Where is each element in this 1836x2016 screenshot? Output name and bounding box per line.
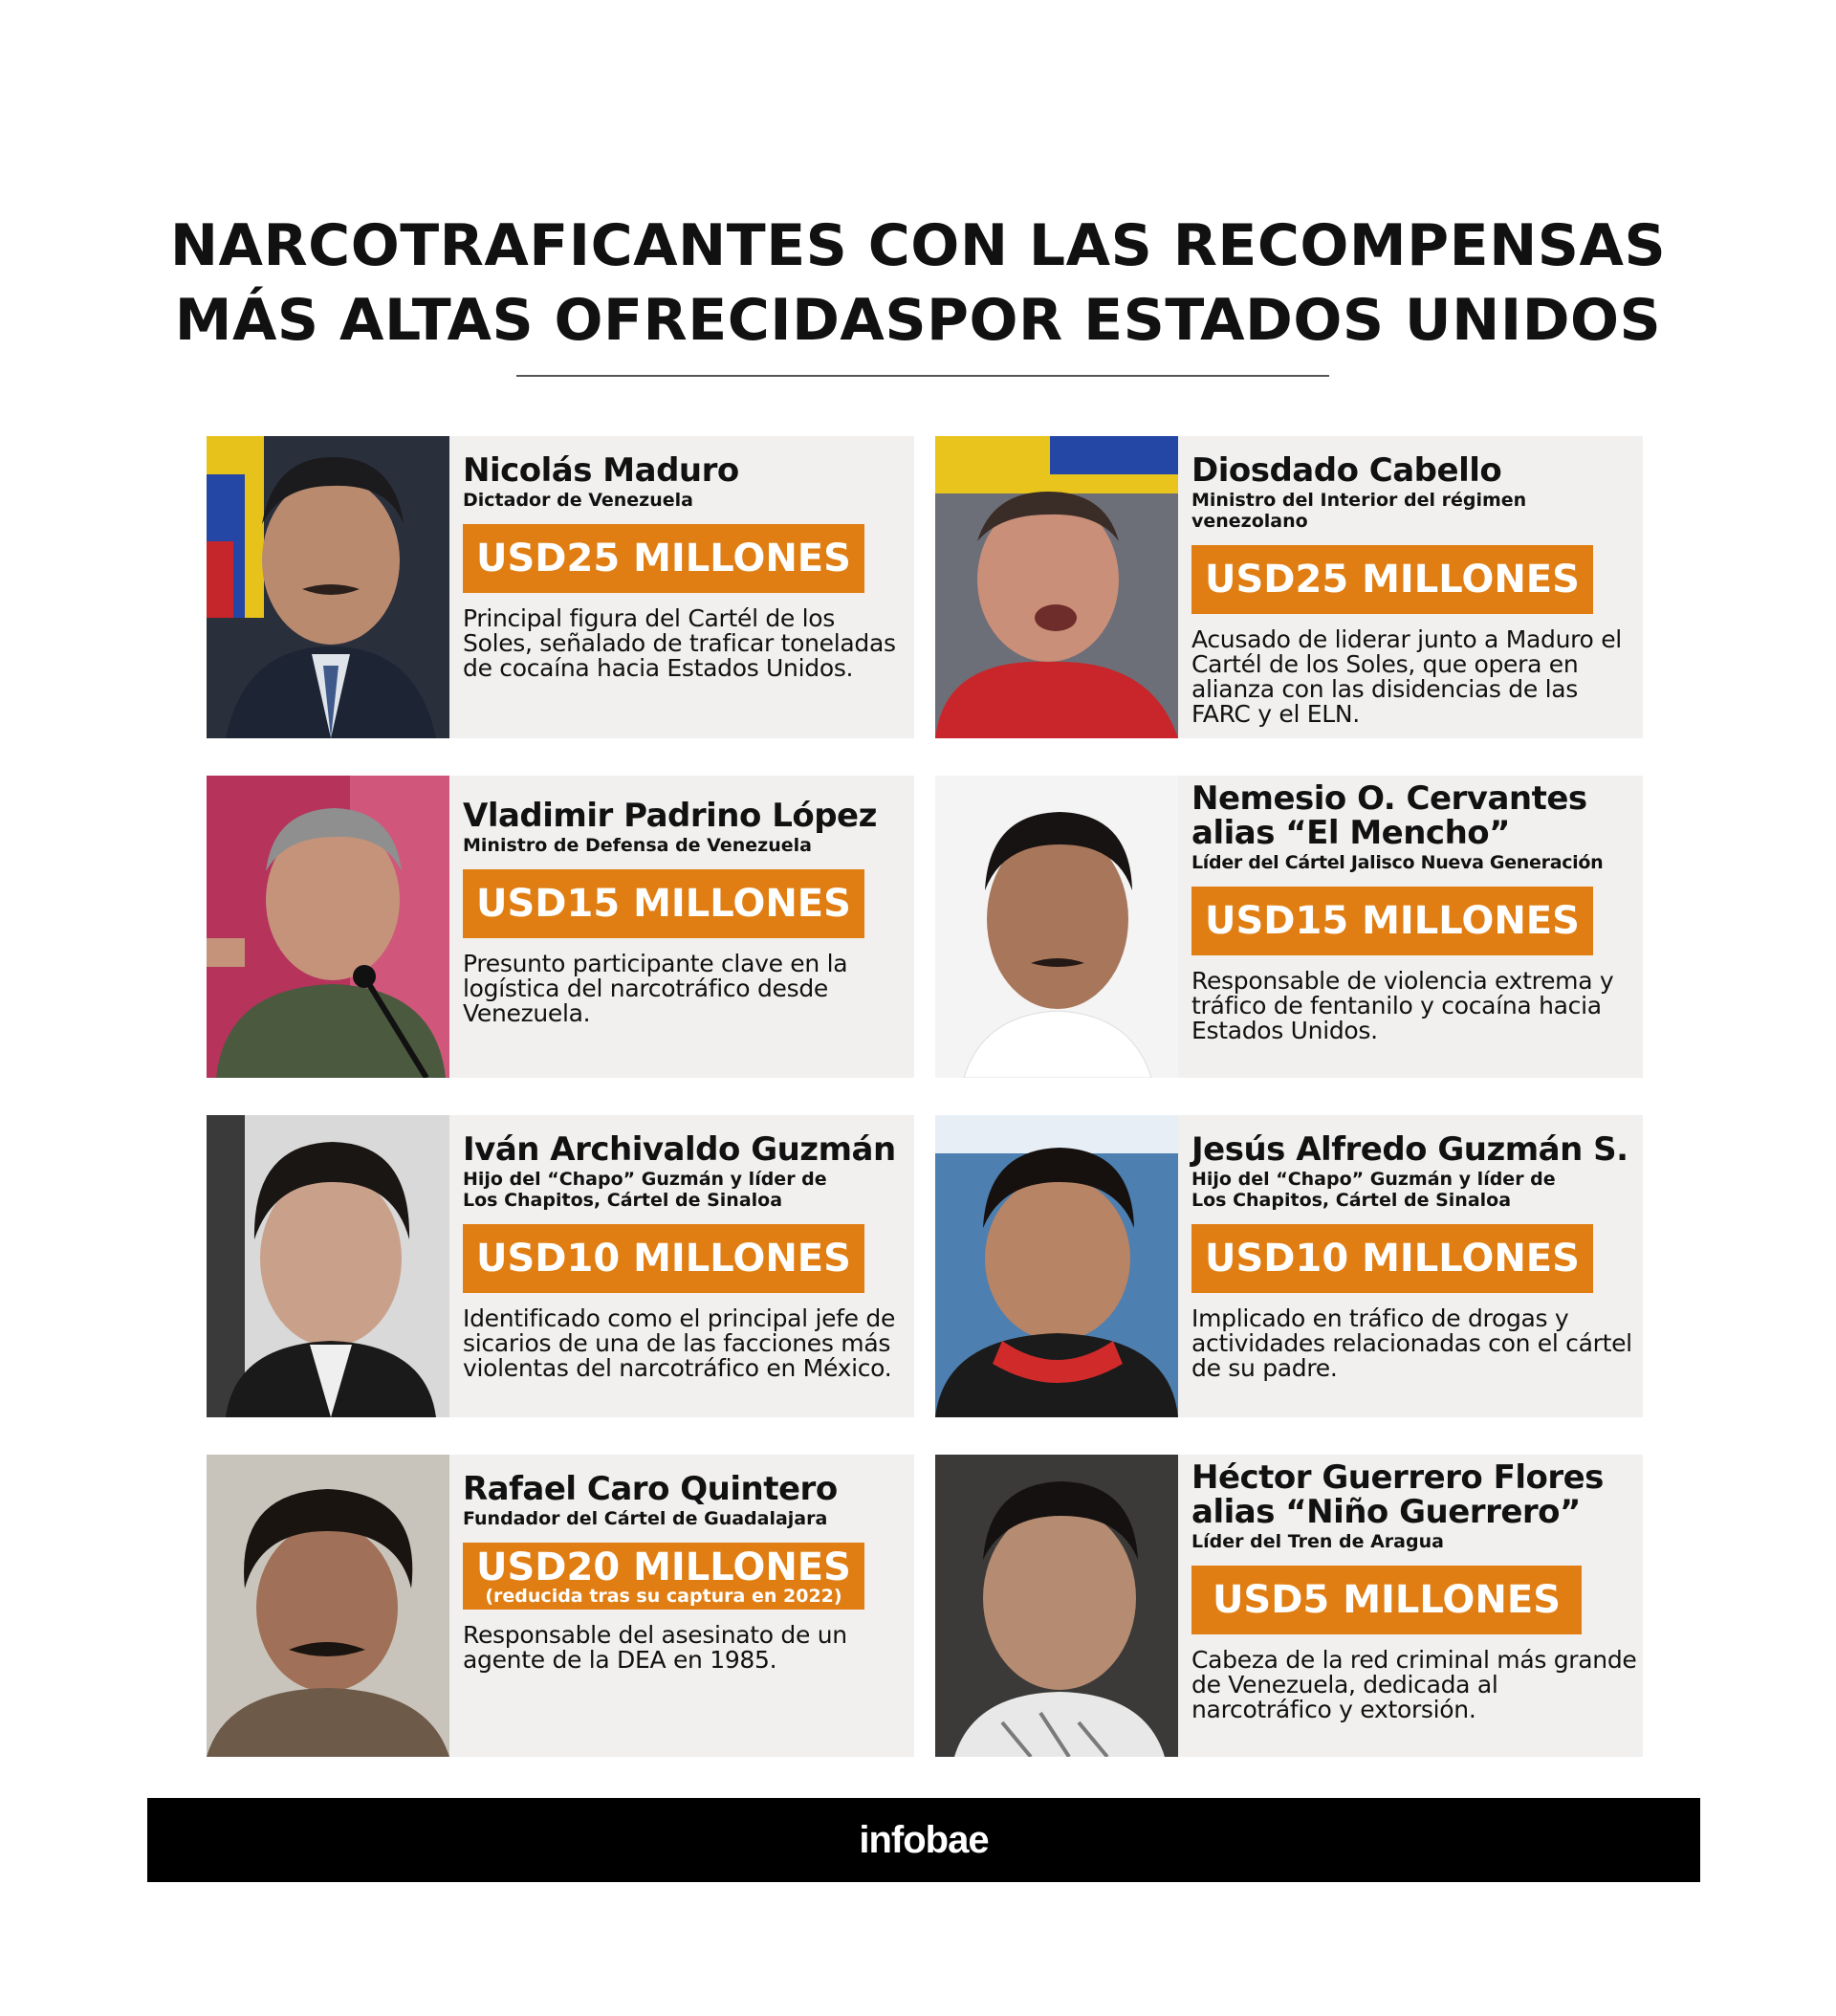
- profile-card: [207, 1455, 914, 1757]
- portrait-photo: [935, 1115, 1178, 1417]
- person-name: Rafael Caro Quintero: [463, 1470, 838, 1508]
- person-description: Cabeza de la red criminal más grande de Venezuela, dedicada al narcotráfico y extorsión.: [1191, 1646, 1637, 1723]
- reward-badge: USD15 MILLONES: [1191, 887, 1593, 955]
- reward-note: (reducida tras su captura en 2022): [485, 1586, 842, 1607]
- person-name-line-1: Héctor Guerrero Flores: [1191, 1458, 1604, 1497]
- person-description: Presunto participante clave en la logística del narcotráfico desde Venezuela.: [463, 950, 848, 1027]
- person-description: Responsable de violencia extrema y tráfico de fentanilo y cocaína hacia Estados Unidos.: [1191, 967, 1614, 1044]
- reward-badge: [463, 1543, 864, 1610]
- portrait-padrino-icon: [207, 776, 449, 1078]
- profile-card: [207, 436, 914, 738]
- profile-card: [935, 436, 1643, 738]
- reward-badge: USD25 MILLONES: [463, 524, 864, 593]
- person-role: Ministro del Interior del régimen venezolano: [1191, 490, 1527, 532]
- person-role: Dictador de Venezuela: [463, 490, 693, 511]
- person-name: Nicolás Maduro: [463, 451, 739, 490]
- portrait-ivan-icon: [207, 1115, 449, 1417]
- portrait-caro-quintero-icon: [207, 1455, 449, 1757]
- infobae-logo: infobae: [859, 1819, 989, 1861]
- title-divider: [516, 375, 1329, 377]
- portrait-jesus-icon: [935, 1115, 1178, 1417]
- person-name: Vladimir Padrino López: [463, 797, 877, 835]
- person-name-line-2: alias “El Mencho”: [1191, 814, 1510, 852]
- profile-card: [207, 1115, 914, 1417]
- person-name-line-1: Nemesio O. Cervantes: [1191, 779, 1587, 818]
- person-description: Acusado de liderar junto a Maduro el Cartél de los Soles, que opera en alianza con las disidencias de las FARC y el ELN.: [1191, 625, 1622, 728]
- portrait-photo: [935, 1455, 1178, 1757]
- portrait-photo: [207, 776, 449, 1078]
- person-description: Identificado como el principal jefe de sicarios de una de las facciones más violentas del narcotráfico en México.: [463, 1304, 896, 1382]
- person-name-line-2: alias “Niño Guerrero”: [1191, 1493, 1581, 1531]
- person-name: Iván Archivaldo Guzmán: [463, 1130, 896, 1169]
- reward-amount: USD20 MILLONES: [476, 1545, 851, 1589]
- portrait-photo: [207, 1455, 449, 1757]
- page-title: [0, 208, 1836, 358]
- person-role: Hijo del “Chapo” Guzmán y líder de Los Chapitos, Cártel de Sinaloa: [1191, 1169, 1556, 1211]
- portrait-mencho-icon: [935, 776, 1178, 1078]
- person-role: Líder del Cártel Jalisco Nueva Generación: [1191, 852, 1604, 873]
- reward-badge: USD5 MILLONES: [1191, 1566, 1582, 1634]
- reward-badge: USD10 MILLONES: [463, 1224, 864, 1293]
- person-name: Diosdado Cabello: [1191, 451, 1502, 490]
- person-name: Jesús Alfredo Guzmán S.: [1191, 1130, 1628, 1169]
- person-role: Líder del Tren de Aragua: [1191, 1531, 1444, 1552]
- profile-card: [207, 776, 914, 1078]
- portrait-cabello-icon: [935, 436, 1178, 738]
- reward-badge: USD25 MILLONES: [1191, 545, 1593, 614]
- person-description: Principal figura del Cartél de los Soles, señalado de traficar toneladas de cocaína hacia Estados Unidos.: [463, 604, 896, 682]
- reward-badge: USD15 MILLONES: [463, 869, 864, 938]
- person-role: Hijo del “Chapo” Guzmán y líder de Los Chapitos, Cártel de Sinaloa: [463, 1169, 827, 1211]
- portrait-photo: [207, 436, 449, 738]
- person-role: Fundador del Cártel de Guadalajara: [463, 1508, 828, 1529]
- person-description: Responsable del asesinato de un agente de la DEA en 1985.: [463, 1621, 847, 1674]
- profile-card: [935, 1455, 1643, 1757]
- portrait-photo: [935, 436, 1178, 738]
- person-description: Implicado en tráfico de drogas y actividades relacionadas con el cártel de su padre.: [1191, 1304, 1632, 1382]
- portrait-photo: [207, 1115, 449, 1417]
- title-line-1: NARCOTRAFICANTES CON LAS RECOMPENSAS: [169, 212, 1667, 279]
- portrait-photo: [935, 776, 1178, 1078]
- portrait-maduro-icon: [207, 436, 449, 738]
- profile-card: [935, 1115, 1643, 1417]
- profile-card: [935, 776, 1643, 1078]
- reward-badge: USD10 MILLONES: [1191, 1224, 1593, 1293]
- portrait-guerrero-icon: [935, 1455, 1178, 1757]
- person-role: Ministro de Defensa de Venezuela: [463, 835, 812, 856]
- title-line-2: MÁS ALTAS OFRECIDASPOR ESTADOS UNIDOS: [174, 287, 1662, 354]
- footer-bar: [147, 1798, 1700, 1882]
